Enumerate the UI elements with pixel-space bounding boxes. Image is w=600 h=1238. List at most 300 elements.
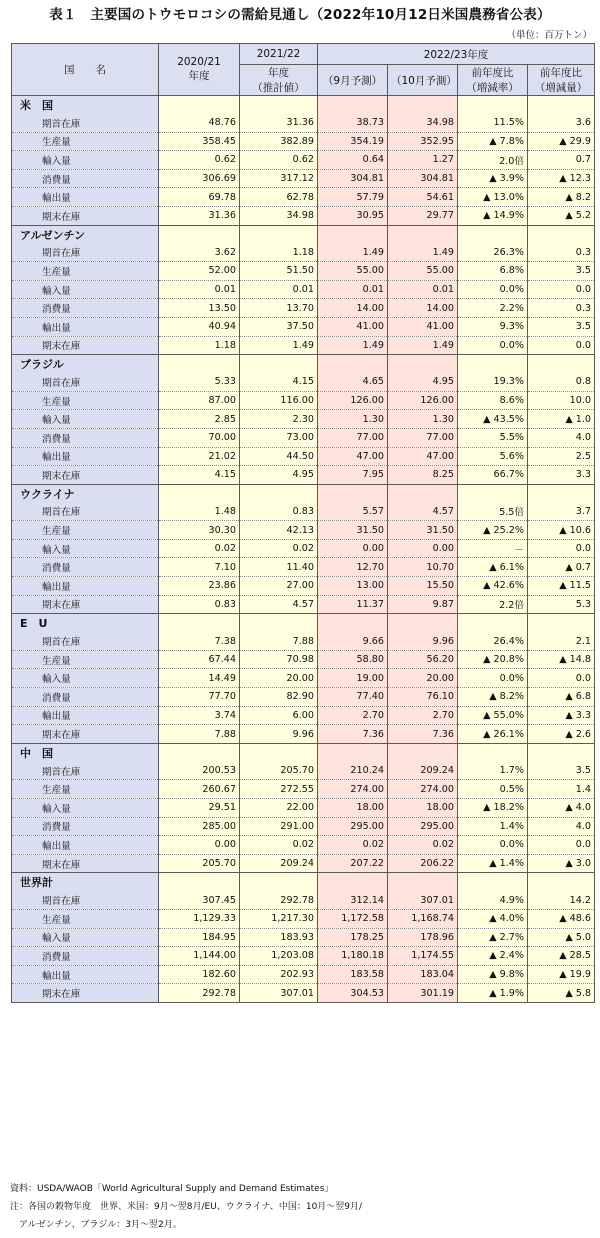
value-cell-v21: 1,217.30 (240, 909, 318, 928)
value-cell-amt: ▲ 28.5 (528, 947, 595, 966)
item-label: 輸出量 (12, 577, 159, 596)
empty-cell (318, 484, 388, 503)
empty-cell (318, 225, 388, 244)
value-cell-sep: 1,180.18 (318, 947, 388, 966)
value-cell-v21: 0.02 (240, 539, 318, 558)
item-label: 消費量 (12, 428, 159, 447)
table-row (12, 317, 595, 336)
empty-cell (528, 873, 595, 892)
value-cell-sep: 31.50 (318, 521, 388, 540)
value-cell-v21: 51.50 (240, 262, 318, 281)
value-cell-v20: 1.18 (159, 336, 240, 355)
table-row (12, 725, 595, 744)
value-cell-pct: 2.0倍 (458, 151, 528, 170)
value-cell-pct: 11.5% (458, 114, 528, 132)
table-row (12, 762, 595, 780)
value-cell-v21: 9.96 (240, 725, 318, 744)
value-cell-oct: 56.20 (388, 650, 458, 669)
value-cell-pct: 1.7% (458, 762, 528, 780)
value-cell-v20: 21.02 (159, 447, 240, 466)
item-label: 輸出量 (12, 836, 159, 855)
table-row (12, 280, 595, 299)
table-row (12, 669, 595, 688)
value-cell-v20: 52.00 (159, 262, 240, 281)
table-row (12, 132, 595, 151)
value-cell-oct: 54.61 (388, 188, 458, 207)
value-cell-oct: 2.70 (388, 706, 458, 725)
value-cell-amt: 3.5 (528, 762, 595, 780)
item-label: 生産量 (12, 780, 159, 799)
value-cell-oct: 55.00 (388, 262, 458, 281)
empty-cell (318, 96, 388, 115)
value-cell-amt: ▲ 5.2 (528, 206, 595, 225)
table-row (12, 373, 595, 391)
country-name: アルゼンチン (12, 225, 159, 244)
value-cell-pct: ▲ 3.9% (458, 169, 528, 188)
value-cell-oct: 1.27 (388, 151, 458, 170)
table-header (12, 44, 595, 96)
value-cell-sep: 312.14 (318, 891, 388, 909)
value-cell-v21: 1.49 (240, 336, 318, 355)
empty-cell (388, 96, 458, 115)
value-cell-v21: 307.01 (240, 984, 318, 1003)
value-cell-amt: ▲ 1.0 (528, 410, 595, 429)
value-cell-pct: 6.8% (458, 262, 528, 281)
item-label: 期首在庫 (12, 373, 159, 391)
value-cell-oct: 77.00 (388, 428, 458, 447)
value-cell-v20: 3.74 (159, 706, 240, 725)
value-cell-v21: 1.18 (240, 244, 318, 262)
value-cell-v21: 4.95 (240, 466, 318, 485)
value-cell-v20: 7.10 (159, 558, 240, 577)
item-label: 輸入量 (12, 539, 159, 558)
value-cell-v21: 7.88 (240, 632, 318, 650)
value-cell-oct: 301.19 (388, 984, 458, 1003)
value-cell-v20: 182.60 (159, 965, 240, 984)
value-cell-v20: 307.45 (159, 891, 240, 909)
value-cell-amt: ▲ 2.6 (528, 725, 595, 744)
value-cell-amt: ▲ 14.8 (528, 650, 595, 669)
value-cell-sep: 77.00 (318, 428, 388, 447)
value-cell-pct: ▲ 14.9% (458, 206, 528, 225)
value-cell-pct: ▲ 6.1% (458, 558, 528, 577)
value-cell-v20: 70.00 (159, 428, 240, 447)
header-2021 (240, 65, 318, 96)
empty-cell (458, 484, 528, 503)
value-cell-v20: 1,144.00 (159, 947, 240, 966)
value-cell-pct: ▲ 13.0% (458, 188, 528, 207)
empty-cell (240, 873, 318, 892)
value-cell-oct: 41.00 (388, 317, 458, 336)
value-cell-v20: 7.38 (159, 632, 240, 650)
value-cell-v20: 30.30 (159, 521, 240, 540)
value-cell-amt: 0.0 (528, 836, 595, 855)
table-row (12, 595, 595, 614)
empty-cell (528, 225, 595, 244)
value-cell-v20: 285.00 (159, 817, 240, 836)
value-cell-amt: ▲ 3.3 (528, 706, 595, 725)
empty-cell (528, 96, 595, 115)
table-row (12, 891, 595, 909)
empty-cell (240, 743, 318, 762)
value-cell-sep: 47.00 (318, 447, 388, 466)
value-cell-amt: ▲ 5.0 (528, 928, 595, 947)
value-cell-v21: 0.01 (240, 280, 318, 299)
value-cell-pct: 0.0% (458, 669, 528, 688)
header-change-rate-line2: （増減率） (466, 82, 519, 94)
value-cell-oct: 34.98 (388, 114, 458, 132)
value-cell-oct: 9.87 (388, 595, 458, 614)
value-cell-pct: － (458, 539, 528, 558)
value-cell-oct: 8.25 (388, 466, 458, 485)
item-label: 輸出量 (12, 317, 159, 336)
empty-cell (159, 225, 240, 244)
empty-cell (388, 614, 458, 633)
value-cell-pct: ▲ 8.2% (458, 688, 528, 707)
value-cell-sep: 57.79 (318, 188, 388, 207)
value-cell-oct: 304.81 (388, 169, 458, 188)
value-cell-v21: 73.00 (240, 428, 318, 447)
value-cell-pct: 5.5% (458, 428, 528, 447)
value-cell-v21: 0.83 (240, 503, 318, 521)
value-cell-amt: 0.0 (528, 280, 595, 299)
value-cell-oct: 0.00 (388, 539, 458, 558)
value-cell-sep: 41.00 (318, 317, 388, 336)
value-cell-sep: 126.00 (318, 391, 388, 410)
value-cell-amt: 2.5 (528, 447, 595, 466)
table-row (12, 909, 595, 928)
value-cell-pct: ▲ 43.5% (458, 410, 528, 429)
item-label: 期首在庫 (12, 503, 159, 521)
value-cell-v20: 260.67 (159, 780, 240, 799)
empty-cell (318, 614, 388, 633)
value-cell-amt: 0.0 (528, 539, 595, 558)
value-cell-v20: 1.48 (159, 503, 240, 521)
value-cell-v21: 42.13 (240, 521, 318, 540)
item-label: 期末在庫 (12, 725, 159, 744)
value-cell-pct: ▲ 25.2% (458, 521, 528, 540)
country-name: 世界計 (12, 873, 159, 892)
empty-cell (159, 355, 240, 374)
value-cell-v21: 317.12 (240, 169, 318, 188)
value-cell-v20: 5.33 (159, 373, 240, 391)
item-label: 期末在庫 (12, 206, 159, 225)
value-cell-oct: 18.00 (388, 799, 458, 818)
value-cell-oct: 178.96 (388, 928, 458, 947)
value-cell-sep: 1.49 (318, 336, 388, 355)
header-2020-year: 2020/21 (177, 56, 221, 68)
value-cell-sep: 0.01 (318, 280, 388, 299)
value-cell-sep: 77.40 (318, 688, 388, 707)
value-cell-pct: 0.5% (458, 780, 528, 799)
item-label: 輸入量 (12, 799, 159, 818)
value-cell-oct: 1.49 (388, 244, 458, 262)
value-cell-sep: 5.57 (318, 503, 388, 521)
country-header-row (12, 743, 595, 762)
table-row (12, 299, 595, 318)
value-cell-amt: 10.0 (528, 391, 595, 410)
value-cell-pct: 5.5倍 (458, 503, 528, 521)
value-cell-v20: 69.78 (159, 188, 240, 207)
value-cell-pct: 0.0% (458, 336, 528, 355)
value-cell-pct: ▲ 1.4% (458, 854, 528, 873)
item-label: 期首在庫 (12, 244, 159, 262)
value-cell-sep: 4.65 (318, 373, 388, 391)
empty-cell (388, 873, 458, 892)
value-cell-v21: 22.00 (240, 799, 318, 818)
source-note: 資料：USDA/WAOB「World Agricultural Supply and Demand Estimates」 (10, 1184, 334, 1194)
empty-cell (528, 484, 595, 503)
table-body (12, 96, 595, 1003)
country-header-row (12, 225, 595, 244)
value-cell-sep: 304.53 (318, 984, 388, 1003)
value-cell-amt: 1.4 (528, 780, 595, 799)
value-cell-amt: 2.1 (528, 632, 595, 650)
value-cell-v21: 34.98 (240, 206, 318, 225)
table-row (12, 854, 595, 873)
table-row (12, 169, 595, 188)
value-cell-sep: 207.22 (318, 854, 388, 873)
header-october-forecast: （10月予測） (388, 65, 458, 96)
value-cell-amt: 0.0 (528, 336, 595, 355)
value-cell-sep: 0.00 (318, 539, 388, 558)
value-cell-v21: 37.50 (240, 317, 318, 336)
empty-cell (240, 484, 318, 503)
value-cell-pct: 66.7% (458, 466, 528, 485)
value-cell-sep: 38.73 (318, 114, 388, 132)
item-label: 輸入量 (12, 280, 159, 299)
table-row (12, 188, 595, 207)
table-row (12, 558, 595, 577)
value-cell-sep: 58.80 (318, 650, 388, 669)
header-2020-sub: 年度 (188, 70, 210, 82)
value-cell-sep: 274.00 (318, 780, 388, 799)
value-cell-oct: 1,174.55 (388, 947, 458, 966)
value-cell-oct: 307.01 (388, 891, 458, 909)
page-title: 表１ 主要国のトウモロコシの需給見通し（2022年10月12日米国農務省公表） (49, 7, 551, 23)
item-label: 生産量 (12, 262, 159, 281)
corn-supply-demand-table (11, 43, 595, 1003)
value-cell-amt: 0.3 (528, 244, 595, 262)
value-cell-sep: 1.30 (318, 410, 388, 429)
value-cell-v21: 70.98 (240, 650, 318, 669)
value-cell-v20: 358.45 (159, 132, 240, 151)
value-cell-v21: 205.70 (240, 762, 318, 780)
empty-cell (458, 743, 528, 762)
value-cell-v20: 205.70 (159, 854, 240, 873)
item-label: 期首在庫 (12, 762, 159, 780)
value-cell-v20: 292.78 (159, 984, 240, 1003)
value-cell-v21: 44.50 (240, 447, 318, 466)
value-cell-amt: ▲ 4.0 (528, 799, 595, 818)
item-label: 消費量 (12, 688, 159, 707)
value-cell-v20: 29.51 (159, 799, 240, 818)
value-cell-sep: 354.19 (318, 132, 388, 151)
table-row (12, 466, 595, 485)
table-row (12, 539, 595, 558)
header-change-amount-line1: 前年度比 (540, 67, 582, 79)
header-2020 (159, 44, 240, 96)
country-header-row (12, 873, 595, 892)
item-label: 生産量 (12, 391, 159, 410)
value-cell-amt: 0.0 (528, 669, 595, 688)
table-row (12, 706, 595, 725)
header-2022: 2022/23年度 (318, 44, 595, 65)
table-row (12, 836, 595, 855)
value-cell-pct: 2.2% (458, 299, 528, 318)
item-label: 輸出量 (12, 706, 159, 725)
empty-cell (318, 355, 388, 374)
value-cell-v20: 7.88 (159, 725, 240, 744)
value-cell-sep: 30.95 (318, 206, 388, 225)
value-cell-v20: 77.70 (159, 688, 240, 707)
empty-cell (240, 614, 318, 633)
item-label: 生産量 (12, 132, 159, 151)
value-cell-sep: 7.36 (318, 725, 388, 744)
header-september-forecast: （9月予測） (318, 65, 388, 96)
table-row (12, 114, 595, 132)
table-row (12, 965, 595, 984)
value-cell-pct: ▲ 1.9% (458, 984, 528, 1003)
value-cell-v21: 292.78 (240, 891, 318, 909)
item-label: 輸出量 (12, 965, 159, 984)
empty-cell (388, 355, 458, 374)
empty-cell (458, 225, 528, 244)
value-cell-oct: 0.02 (388, 836, 458, 855)
crop-year-note-continued: アルゼンチン、ブラジル：3月～翌2月。 (10, 1220, 182, 1230)
table-row (12, 262, 595, 281)
value-cell-sep: 0.64 (318, 151, 388, 170)
value-cell-amt: ▲ 19.9 (528, 965, 595, 984)
value-cell-v21: 27.00 (240, 577, 318, 596)
item-label: 消費量 (12, 558, 159, 577)
value-cell-v20: 14.49 (159, 669, 240, 688)
country-header-row (12, 484, 595, 503)
table-row (12, 632, 595, 650)
item-label: 期末在庫 (12, 854, 159, 873)
value-cell-amt: ▲ 6.8 (528, 688, 595, 707)
value-cell-amt: 14.2 (528, 891, 595, 909)
value-cell-v21: 13.70 (240, 299, 318, 318)
empty-cell (388, 484, 458, 503)
item-label: 輸入量 (12, 669, 159, 688)
value-cell-v20: 0.02 (159, 539, 240, 558)
value-cell-pct: 5.6% (458, 447, 528, 466)
value-cell-pct: ▲ 4.0% (458, 909, 528, 928)
empty-cell (159, 743, 240, 762)
value-cell-oct: 7.36 (388, 725, 458, 744)
value-cell-oct: 209.24 (388, 762, 458, 780)
value-cell-pct: 26.3% (458, 244, 528, 262)
value-cell-sep: 18.00 (318, 799, 388, 818)
empty-cell (458, 96, 528, 115)
value-cell-v20: 1,129.33 (159, 909, 240, 928)
table-row (12, 391, 595, 410)
item-label: 消費量 (12, 299, 159, 318)
footnotes (10, 1180, 600, 1234)
value-cell-pct: ▲ 9.8% (458, 965, 528, 984)
value-cell-pct: 19.3% (458, 373, 528, 391)
table-row (12, 984, 595, 1003)
value-cell-oct: 183.04 (388, 965, 458, 984)
value-cell-v21: 4.57 (240, 595, 318, 614)
value-cell-sep: 295.00 (318, 817, 388, 836)
empty-cell (159, 96, 240, 115)
value-cell-oct: 14.00 (388, 299, 458, 318)
value-cell-sep: 2.70 (318, 706, 388, 725)
value-cell-v21: 11.40 (240, 558, 318, 577)
value-cell-sep: 1.49 (318, 244, 388, 262)
value-cell-v20: 48.76 (159, 114, 240, 132)
value-cell-pct: 26.4% (458, 632, 528, 650)
value-cell-v21: 82.90 (240, 688, 318, 707)
value-cell-v20: 0.83 (159, 595, 240, 614)
value-cell-oct: 1.30 (388, 410, 458, 429)
value-cell-sep: 210.24 (318, 762, 388, 780)
value-cell-pct: ▲ 2.4% (458, 947, 528, 966)
value-cell-amt: ▲ 11.5 (528, 577, 595, 596)
item-label: 期首在庫 (12, 114, 159, 132)
value-cell-oct: 9.96 (388, 632, 458, 650)
value-cell-v20: 87.00 (159, 391, 240, 410)
table-row (12, 928, 595, 947)
value-cell-amt: 3.5 (528, 262, 595, 281)
table-row (12, 428, 595, 447)
value-cell-v20: 184.95 (159, 928, 240, 947)
country-name: 中 国 (12, 743, 159, 762)
header-change-rate-line1: 前年度比 (471, 67, 514, 79)
crop-year-note: 注：各国の穀物年度 世界、米国：9月～翌8月/EU、ウクライナ、中国：10月～翌9月/ (10, 1202, 363, 1212)
value-cell-oct: 20.00 (388, 669, 458, 688)
value-cell-v21: 382.89 (240, 132, 318, 151)
value-cell-v21: 291.00 (240, 817, 318, 836)
value-cell-amt: ▲ 48.6 (528, 909, 595, 928)
value-cell-sep: 55.00 (318, 262, 388, 281)
empty-cell (159, 484, 240, 503)
table-row (12, 521, 595, 540)
value-cell-v20: 23.86 (159, 577, 240, 596)
table-row (12, 447, 595, 466)
table-row (12, 336, 595, 355)
value-cell-pct: ▲ 26.1% (458, 725, 528, 744)
value-cell-v21: 183.93 (240, 928, 318, 947)
empty-cell (159, 614, 240, 633)
value-cell-v21: 20.00 (240, 669, 318, 688)
header-2021-year: 2021/22 (240, 44, 318, 65)
value-cell-oct: 1.49 (388, 336, 458, 355)
item-label: 輸出量 (12, 188, 159, 207)
country-header-row (12, 96, 595, 115)
value-cell-pct: ▲ 20.8% (458, 650, 528, 669)
value-cell-sep: 1,172.58 (318, 909, 388, 928)
value-cell-oct: 31.50 (388, 521, 458, 540)
value-cell-v21: 202.93 (240, 965, 318, 984)
value-cell-oct: 4.57 (388, 503, 458, 521)
value-cell-sep: 9.66 (318, 632, 388, 650)
value-cell-v20: 0.00 (159, 836, 240, 855)
value-cell-sep: 11.37 (318, 595, 388, 614)
table-row (12, 410, 595, 429)
empty-cell (458, 614, 528, 633)
value-cell-sep: 13.00 (318, 577, 388, 596)
value-cell-v21: 4.15 (240, 373, 318, 391)
value-cell-pct: 0.0% (458, 280, 528, 299)
header-change-rate (458, 65, 528, 96)
value-cell-amt: 0.3 (528, 299, 595, 318)
value-cell-oct: 76.10 (388, 688, 458, 707)
table-row (12, 503, 595, 521)
country-header-row (12, 614, 595, 633)
